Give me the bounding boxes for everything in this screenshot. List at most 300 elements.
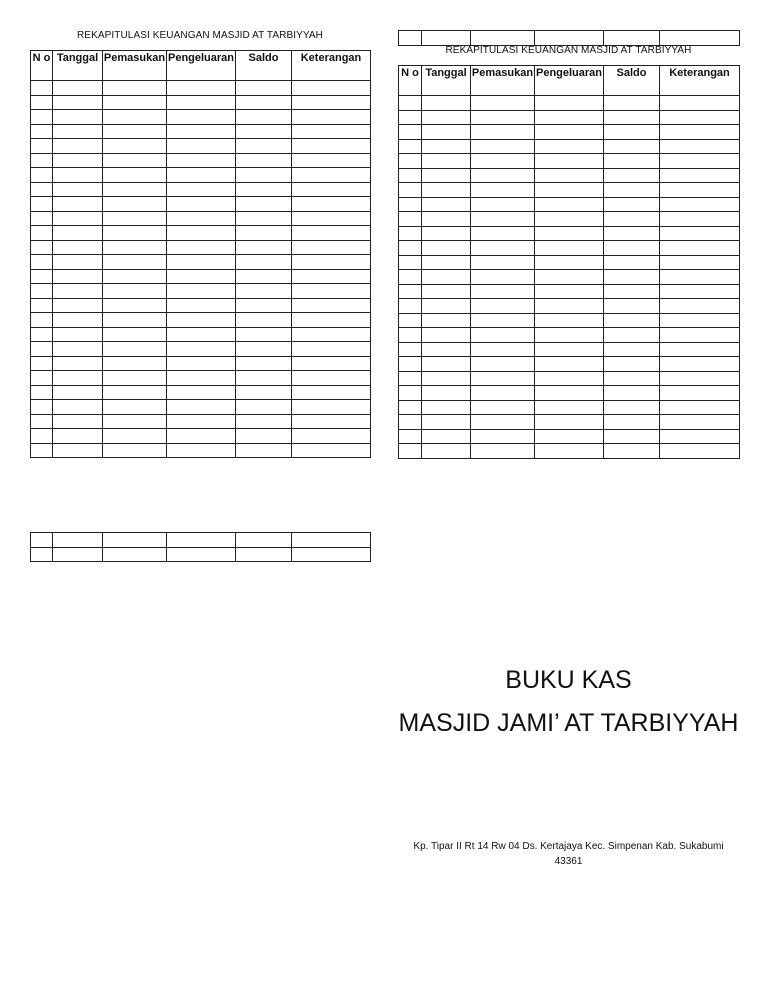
table-cell <box>660 270 740 285</box>
table-cell <box>167 313 236 328</box>
table-cell <box>292 400 371 415</box>
table-cell <box>535 154 604 169</box>
table-cell <box>604 386 660 401</box>
table-cell <box>53 284 103 299</box>
table-cell <box>399 197 422 212</box>
table-cell <box>53 342 103 357</box>
table-cell <box>236 429 292 444</box>
table-row <box>399 110 740 125</box>
table-row <box>399 371 740 386</box>
table-cell <box>471 342 535 357</box>
table-cell <box>167 414 236 429</box>
table-row <box>31 533 371 548</box>
table-row <box>399 270 740 285</box>
table-cell <box>53 371 103 386</box>
table-cell <box>167 269 236 284</box>
table-cell <box>103 385 167 400</box>
table-cell <box>660 96 740 111</box>
table-cell <box>292 197 371 212</box>
table-cell <box>236 124 292 139</box>
cover-address <box>398 839 739 869</box>
table-cell <box>103 95 167 110</box>
header-keterangan: Keterangan <box>292 51 371 81</box>
table-cell <box>535 429 604 444</box>
table-cell <box>103 400 167 415</box>
table-cell <box>167 110 236 125</box>
table-row <box>31 211 371 226</box>
table-cell <box>471 371 535 386</box>
table-cell <box>31 400 53 415</box>
table-cell <box>422 154 471 169</box>
table-cell <box>422 371 471 386</box>
table-cell <box>399 444 422 459</box>
table-cell <box>167 533 236 548</box>
table-cell <box>103 327 167 342</box>
table-cell <box>660 31 740 46</box>
table-row <box>31 385 371 400</box>
table-cell <box>399 400 422 415</box>
table-cell <box>103 342 167 357</box>
table-cell <box>535 328 604 343</box>
table-cell <box>604 212 660 227</box>
table-cell <box>399 357 422 372</box>
table-cell <box>660 429 740 444</box>
table-cell <box>604 183 660 198</box>
table-cell <box>167 284 236 299</box>
table-row <box>31 400 371 415</box>
table-row <box>31 429 371 444</box>
table-row <box>399 386 740 401</box>
table-cell <box>422 400 471 415</box>
table-cell <box>422 299 471 314</box>
table-cell <box>660 154 740 169</box>
table-cell <box>292 124 371 139</box>
table-cell <box>399 270 422 285</box>
table-row <box>31 371 371 386</box>
table-cell <box>422 429 471 444</box>
table-cell <box>103 255 167 270</box>
table-cell <box>236 342 292 357</box>
table-cell <box>292 342 371 357</box>
table-row <box>399 415 740 430</box>
table-row <box>31 139 371 154</box>
table-cell <box>471 110 535 125</box>
table-cell <box>422 96 471 111</box>
table-cell <box>167 81 236 96</box>
table-cell <box>471 299 535 314</box>
table-cell <box>399 212 422 227</box>
table-row <box>31 153 371 168</box>
table-cell <box>53 385 103 400</box>
table-cell <box>53 443 103 458</box>
table-cell <box>167 385 236 400</box>
table-cell <box>535 444 604 459</box>
table-cell <box>103 211 167 226</box>
table-cell <box>103 414 167 429</box>
table-cell <box>399 96 422 111</box>
table-cell <box>535 357 604 372</box>
table-row <box>31 240 371 255</box>
table-cell <box>604 197 660 212</box>
table-cell <box>292 153 371 168</box>
table-cell <box>660 371 740 386</box>
table-row <box>399 342 740 357</box>
table-cell <box>604 31 660 46</box>
table-row <box>399 31 740 46</box>
table-cell <box>292 547 371 562</box>
table-cell <box>422 255 471 270</box>
table-cell <box>236 371 292 386</box>
table-cell <box>292 269 371 284</box>
table-cell <box>31 124 53 139</box>
table-cell <box>471 96 535 111</box>
table-cell <box>535 139 604 154</box>
table-row <box>31 110 371 125</box>
table-cell <box>236 95 292 110</box>
table-cell <box>167 153 236 168</box>
header-saldo: Saldo <box>236 51 292 81</box>
table-cell <box>53 240 103 255</box>
table-cell <box>31 139 53 154</box>
table-cell <box>535 342 604 357</box>
table-cell <box>53 168 103 183</box>
table-cell <box>103 371 167 386</box>
table-cell <box>31 153 53 168</box>
table-cell <box>167 255 236 270</box>
table-cell <box>292 429 371 444</box>
header-saldo: Saldo <box>604 66 660 96</box>
table-row <box>31 284 371 299</box>
table-cell <box>399 226 422 241</box>
table-cell <box>604 125 660 140</box>
table-cell <box>292 95 371 110</box>
table-cell <box>422 226 471 241</box>
table-cell <box>535 313 604 328</box>
table-cell <box>604 284 660 299</box>
table-cell <box>103 313 167 328</box>
table-cell <box>236 284 292 299</box>
table-row <box>399 168 740 183</box>
table-cell <box>604 400 660 415</box>
table-row <box>399 241 740 256</box>
left-sheet-title: REKAPITULASI KEUANGAN MASJID AT TARBIYYAH <box>76 30 323 41</box>
table-cell <box>236 240 292 255</box>
table-cell <box>53 182 103 197</box>
table-cell <box>422 357 471 372</box>
table-cell <box>535 415 604 430</box>
table-cell <box>471 270 535 285</box>
table-cell <box>535 400 604 415</box>
table-cell <box>31 547 53 562</box>
table-cell <box>103 182 167 197</box>
table-cell <box>660 415 740 430</box>
table-cell <box>292 371 371 386</box>
table-cell <box>660 226 740 241</box>
table-cell <box>167 124 236 139</box>
table-cell <box>604 255 660 270</box>
table-cell <box>399 386 422 401</box>
table-row <box>399 154 740 169</box>
address-line: Kp. Tipar II Rt 14 Rw 04 Ds. Kertajaya Kec. Simpenan Kab. Sukabumi <box>413 841 724 852</box>
table-cell <box>422 270 471 285</box>
table-cell <box>236 255 292 270</box>
table-cell <box>292 81 371 96</box>
table-cell <box>535 299 604 314</box>
table-cell <box>53 139 103 154</box>
table-cell <box>604 168 660 183</box>
table-cell <box>236 182 292 197</box>
table-cell <box>292 414 371 429</box>
table-cell <box>399 168 422 183</box>
table-cell <box>399 313 422 328</box>
table-row <box>399 96 740 111</box>
table-cell <box>399 342 422 357</box>
table-cell <box>660 284 740 299</box>
table-cell <box>236 153 292 168</box>
table-cell <box>399 110 422 125</box>
table-cell <box>31 182 53 197</box>
table-cell <box>604 299 660 314</box>
table-cell <box>103 269 167 284</box>
header-pengeluaran: Pengeluaran <box>167 51 236 81</box>
table-cell <box>31 197 53 212</box>
table-cell <box>660 125 740 140</box>
table-cell <box>236 547 292 562</box>
table-row <box>31 356 371 371</box>
table-cell <box>422 241 471 256</box>
table-cell <box>471 313 535 328</box>
table-cell <box>167 371 236 386</box>
table-cell <box>31 211 53 226</box>
table-cell <box>103 533 167 548</box>
table-cell <box>292 211 371 226</box>
table-cell <box>236 533 292 548</box>
table-cell <box>103 139 167 154</box>
postal-code: 43361 <box>554 856 583 867</box>
table-cell <box>471 154 535 169</box>
table-cell <box>236 443 292 458</box>
header-tanggal: Tanggal <box>422 66 471 96</box>
table-cell <box>103 168 167 183</box>
table-cell <box>53 110 103 125</box>
table-cell <box>236 400 292 415</box>
table-cell <box>471 212 535 227</box>
table-cell <box>535 255 604 270</box>
table-cell <box>167 443 236 458</box>
table-cell <box>471 284 535 299</box>
table-cell <box>236 110 292 125</box>
table-cell <box>422 110 471 125</box>
table-row <box>31 269 371 284</box>
left-ledger-header-row <box>31 51 371 81</box>
table-cell <box>236 298 292 313</box>
table-cell <box>471 255 535 270</box>
table-cell <box>604 313 660 328</box>
table-row <box>399 400 740 415</box>
table-cell <box>660 255 740 270</box>
table-cell <box>236 385 292 400</box>
table-cell <box>53 414 103 429</box>
table-row <box>399 299 740 314</box>
table-cell <box>53 313 103 328</box>
table-cell <box>53 533 103 548</box>
table-cell <box>660 328 740 343</box>
table-cell <box>660 183 740 198</box>
table-cell <box>660 110 740 125</box>
table-cell <box>422 168 471 183</box>
table-cell <box>53 356 103 371</box>
table-cell <box>292 327 371 342</box>
table-row <box>31 124 371 139</box>
right-top-strip-table <box>398 30 740 46</box>
table-cell <box>236 226 292 241</box>
table-row <box>399 226 740 241</box>
table-row <box>31 255 371 270</box>
table-cell <box>604 241 660 256</box>
table-row <box>31 81 371 96</box>
table-cell <box>292 168 371 183</box>
table-cell <box>535 110 604 125</box>
right-ledger-table <box>398 65 740 459</box>
table-cell <box>422 197 471 212</box>
table-cell <box>535 226 604 241</box>
table-cell <box>660 197 740 212</box>
table-row <box>399 125 740 140</box>
table-cell <box>53 327 103 342</box>
table-cell <box>660 444 740 459</box>
table-cell <box>103 284 167 299</box>
table-row <box>31 298 371 313</box>
table-cell <box>53 429 103 444</box>
table-cell <box>471 357 535 372</box>
table-cell <box>604 371 660 386</box>
table-cell <box>471 444 535 459</box>
right-sheet-title: REKAPITULASI KEUANGAN MASJID AT TARBIYYAH <box>445 45 692 56</box>
table-cell <box>31 313 53 328</box>
table-cell <box>535 212 604 227</box>
table-cell <box>167 211 236 226</box>
table-row <box>31 226 371 241</box>
table-cell <box>399 429 422 444</box>
table-cell <box>399 241 422 256</box>
table-cell <box>292 226 371 241</box>
table-cell <box>53 547 103 562</box>
table-cell <box>236 356 292 371</box>
table-cell <box>535 168 604 183</box>
table-cell <box>167 327 236 342</box>
table-cell <box>422 125 471 140</box>
table-cell <box>31 533 53 548</box>
table-cell <box>399 371 422 386</box>
table-row <box>31 313 371 328</box>
table-cell <box>53 124 103 139</box>
table-cell <box>604 429 660 444</box>
table-cell <box>399 284 422 299</box>
table-cell <box>399 183 422 198</box>
table-cell <box>31 356 53 371</box>
table-cell <box>167 240 236 255</box>
table-row <box>399 429 740 444</box>
table-cell <box>604 270 660 285</box>
table-row <box>31 414 371 429</box>
table-cell <box>103 240 167 255</box>
table-cell <box>103 153 167 168</box>
header-pengeluaran: Pengeluaran <box>535 66 604 96</box>
table-cell <box>31 385 53 400</box>
table-cell <box>31 226 53 241</box>
table-cell <box>660 313 740 328</box>
table-cell <box>236 414 292 429</box>
table-cell <box>31 95 53 110</box>
table-cell <box>103 298 167 313</box>
table-cell <box>31 240 53 255</box>
table-cell <box>53 211 103 226</box>
table-row <box>399 328 740 343</box>
table-row <box>31 182 371 197</box>
table-row <box>31 342 371 357</box>
table-row <box>31 547 371 562</box>
table-cell <box>399 125 422 140</box>
left-ledger-table <box>30 50 371 458</box>
table-cell <box>53 298 103 313</box>
table-cell <box>422 342 471 357</box>
table-row <box>399 139 740 154</box>
table-cell <box>422 212 471 227</box>
table-cell <box>660 386 740 401</box>
table-cell <box>167 547 236 562</box>
table-cell <box>422 31 471 46</box>
table-cell <box>604 154 660 169</box>
table-row <box>399 197 740 212</box>
header-no: N o <box>399 66 422 96</box>
table-cell <box>535 183 604 198</box>
table-cell <box>471 386 535 401</box>
table-cell <box>236 211 292 226</box>
table-cell <box>167 139 236 154</box>
header-pemasukan: Pemasukan <box>471 66 535 96</box>
table-cell <box>236 81 292 96</box>
table-cell <box>31 342 53 357</box>
table-cell <box>604 139 660 154</box>
table-cell <box>604 328 660 343</box>
table-cell <box>236 327 292 342</box>
table-cell <box>604 415 660 430</box>
table-cell <box>292 139 371 154</box>
table-cell <box>422 183 471 198</box>
table-cell <box>471 400 535 415</box>
table-cell <box>535 31 604 46</box>
table-cell <box>399 299 422 314</box>
table-cell <box>422 328 471 343</box>
header-tanggal: Tanggal <box>53 51 103 81</box>
table-cell <box>535 371 604 386</box>
table-cell <box>471 226 535 241</box>
table-cell <box>236 269 292 284</box>
table-cell <box>167 168 236 183</box>
table-cell <box>399 139 422 154</box>
table-cell <box>31 414 53 429</box>
table-cell <box>103 443 167 458</box>
right-ledger-header-row <box>399 66 740 96</box>
table-row <box>399 183 740 198</box>
header-pemasukan: Pemasukan <box>103 51 167 81</box>
table-cell <box>167 400 236 415</box>
table-cell <box>103 197 167 212</box>
table-cell <box>167 298 236 313</box>
table-cell <box>535 241 604 256</box>
table-cell <box>31 327 53 342</box>
table-cell <box>53 226 103 241</box>
